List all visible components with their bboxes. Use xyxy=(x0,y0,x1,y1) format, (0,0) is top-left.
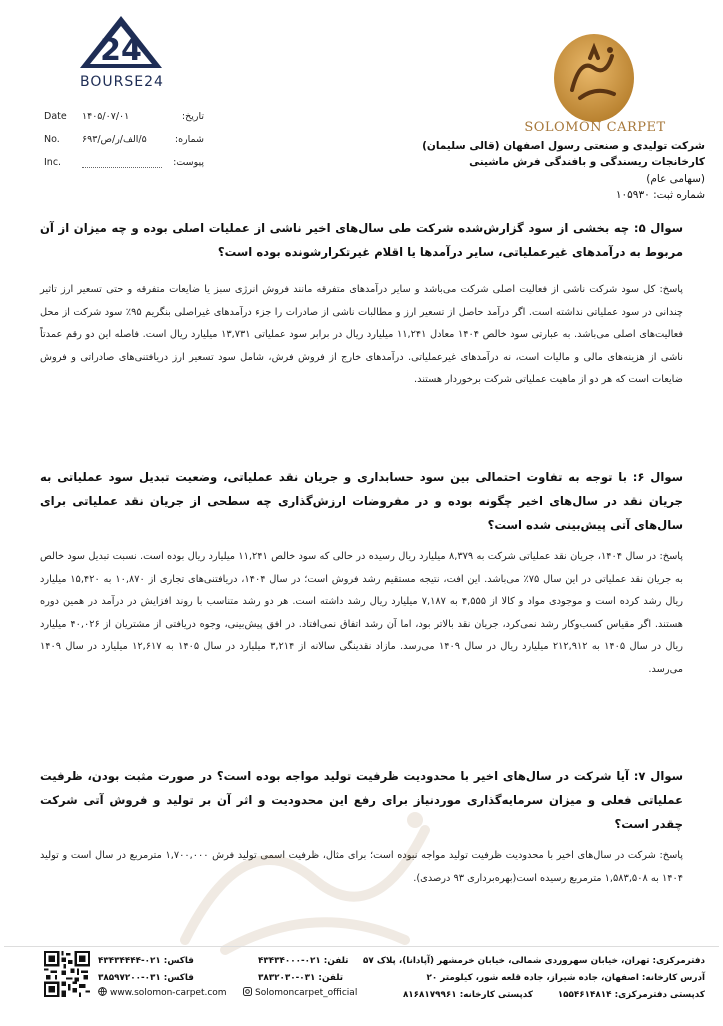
date-row xyxy=(44,111,204,125)
attachment-label-en: Inc. xyxy=(44,157,62,168)
attachment-row xyxy=(44,157,204,171)
globe-icon xyxy=(98,987,107,996)
answer-5: پاسخ: کل سود شرکت ناشی از فعالیت اصلی شرکت می‌باشد و سایر درآمدهای متفرقه مانند فروش انرژی سبز یا ضایعات متفرقه و حتی تسعیر ارز تاثیر چندانی در سود عملیاتی نداشته است. اگر درآمد حاصل از تسعیر ارز و مطالبات ناشی از صادرات را جزء درآمدهای غیراصلی بنگریم ۹۵٪ سود شرکت از محل فعالیت‌های اصلی می‌باشد. به عبارتی سود خالص ۱۴۰۴ معادل ۱۱,۲۴۱ میلیارد ریال در برابر سود عملیاتی ۱۳,۷۳۱ میلیارد ریال است. فاصله این دو رقم عمدتاً ناشی از هزینه‌های مالی و مالیات است، نه درآمدهای غیرعملیاتی. درآمدهای خارج از فروش فرش، شامل سود تسعیر ارز دریافتنی‌های صادراتی و فروش ضایعات است که هر دو از ماهیت عملیاتی شرکت برخوردار هستند. xyxy=(40,284,683,386)
number-label-fa: شماره: xyxy=(174,134,204,145)
company-type-line: (سهامی عام) xyxy=(646,173,705,185)
footer-office-address: دفترمرکزی: تهران، خیابان سهروردی شمالی، خیابان خرمشهر (آپادانا)، پلاک ۵۷ xyxy=(363,956,705,966)
footer-website[interactable] xyxy=(98,987,227,998)
footer-factory-fax: فاکس: ۰۳۱-۳۸۵۹۷۲۰۰ xyxy=(98,973,194,983)
company-registration-line: شماره ثبت: ۱۰۵۹۳۰ xyxy=(615,189,705,201)
instagram-icon xyxy=(243,987,252,996)
instagram-handle: Solomoncarpet_official xyxy=(255,988,358,998)
qr-code-icon[interactable] xyxy=(44,951,90,997)
company-name-line: شرکت تولیدی و صنعتی رسول اصفهان (قالی سلیمان) xyxy=(422,140,705,152)
question-6: سوال ۶: با توجه به تفاوت احتمالی بین سود حسابداری و جریان نقد عملیاتی، وضعیت تبدیل سود عملیاتی به جریان نقد در سال‌های اخیر چگونه بوده و در مفروضات ارزش‌گذاری چه سطحی از جریان نقد عملیاتی برای سال‌های آتی پیش‌بینی شده است؟ xyxy=(40,470,683,532)
attachment-label-fa: پیوست: xyxy=(173,157,204,168)
number-row xyxy=(44,134,204,148)
attachment-dots xyxy=(82,167,162,168)
footer-factory-phone: تلفن: ۰۳۱-۳۸۳۲۰۳۰ xyxy=(258,973,344,983)
footer-factory-postal: کدپستی کارخانه: ۸۱۶۸۱۷۹۹۶۱ xyxy=(402,990,533,1000)
date-value: ۱۴۰۵/۰۷/۰۱ xyxy=(82,111,130,122)
svg-text:24: 24 xyxy=(100,33,142,68)
watermark-ornament-icon xyxy=(165,790,465,960)
date-label-en: Date xyxy=(44,111,67,122)
footer-factory-address: آدرس کارخانه: اصفهان، جاده شیراز، جاده قلعه شور، کیلومتر ۲۰ xyxy=(426,973,705,983)
company-factory-line: کارخانجات ریسندگی و بافندگی فرش ماشینی xyxy=(469,156,705,168)
bourse24-wordmark: BOURSE24 xyxy=(80,74,164,90)
date-label-fa: تاریخ: xyxy=(181,111,204,122)
answer-7: پاسخ: شرکت در سال‌های اخیر با محدودیت ظرفیت تولید مواجه نبوده است؛ برای مثال، ظرفیت اسمی تولید فرش ۱,۷۰۰,۰۰۰ مترمربع در سال است و تولید ۱۴۰۴ به ۱,۵۸۳,۵۰۸ مترمربع رسیده است(بهره‌برداری ۹۳ درصدی). xyxy=(40,850,683,884)
footer-office-phone: تلفن: ۰۲۱-۴۳۴۳۴۰۰۰ xyxy=(258,956,349,966)
footer-instagram[interactable] xyxy=(243,987,357,998)
number-label-en: No. xyxy=(44,134,60,145)
website-url: www.solomon-carpet.com xyxy=(110,988,227,998)
bourse24-logo-icon xyxy=(78,14,164,70)
solomon-carpet-name: SOLOMON CARPET xyxy=(524,120,666,135)
solomon-carpet-logo-icon xyxy=(550,28,638,124)
footer-office-fax: فاکس: ۰۲۱-۴۳۴۳۴۴۴۴ xyxy=(98,956,194,966)
footer-divider xyxy=(4,946,719,947)
number-value: ۵/الف/ر/ص/۶۹۳ xyxy=(82,134,147,145)
answer-6: پاسخ: در سال ۱۴۰۴، جریان نقد عملیاتی شرکت به ۸,۳۷۹ میلیارد ریال رسیده در حالی که سود خالص ۱۱,۲۴۱ میلیارد ریال بوده است. نسبت تبدیل سود خالص به جریان نقد عملیاتی در این سال ۷۵٪ می‌باشد. این افت، نتیجه مستقیم رشد فروش است؛ در سال ۱۴۰۴، دریافتنی‌های تجاری از ۱۰,۸۷۰ به ۱۵,۴۲۰ میلیارد ریال رشد کرده است و موجودی مواد و کالا از ۴,۵۵۵ به ۷,۱۸۷ میلیارد ریال رشد داشته است. هر دو رشد متناسب با روند افزایش در درآمد در همین دوره هستند. اگر مقیاس کسب‌وکار رشد نمی‌کرد، جریان نقد بالاتر بود، اما آن رشد اتفاق نمی‌افتاد. در افق پیش‌بینی، وجوه دریافتی از مشتریان از ۴۰,۰۲۶ میلیارد ریال در سال ۱۴۰۵ به ۲۱۲,۹۱۲ میلیارد ریال در سال ۱۴۰۹ می‌رسد. مازاد نقدینگی سالانه از ۳,۲۱۴ میلیارد در سال ۱۴۰۵ به ۱۲,۶۱۷ میلیارد در سال ۱۴۰۹ می‌رسد. xyxy=(40,551,683,675)
question-7: سوال ۷: آیا شرکت در سال‌های اخیر با محدودیت ظرفیت تولید مواجه بوده است؟ در صورت مثبت بودن، ظرفیت عملیاتی فعلی و میزان سرمایه‌گذاری موردنیاز برای رفع این محدودیت و اثر آن بر تولید و فروش آتی شرکت چقدر است؟ xyxy=(40,769,683,831)
footer-office-postal: کدپستی دفترمرکزی: ۱۵۵۴۶۱۴۸۱۴ xyxy=(557,990,705,1000)
question-5: سوال ۵: چه بخشی از سود گزارش‌شده شرکت طی سال‌های اخیر ناشی از عملیات اصلی بوده و چه میزان از آن مربوط به درآمدهای غیرعملیاتی، سایر درآمدها یا اقلام غیرتکرارشونده بوده است؟ xyxy=(40,221,683,259)
